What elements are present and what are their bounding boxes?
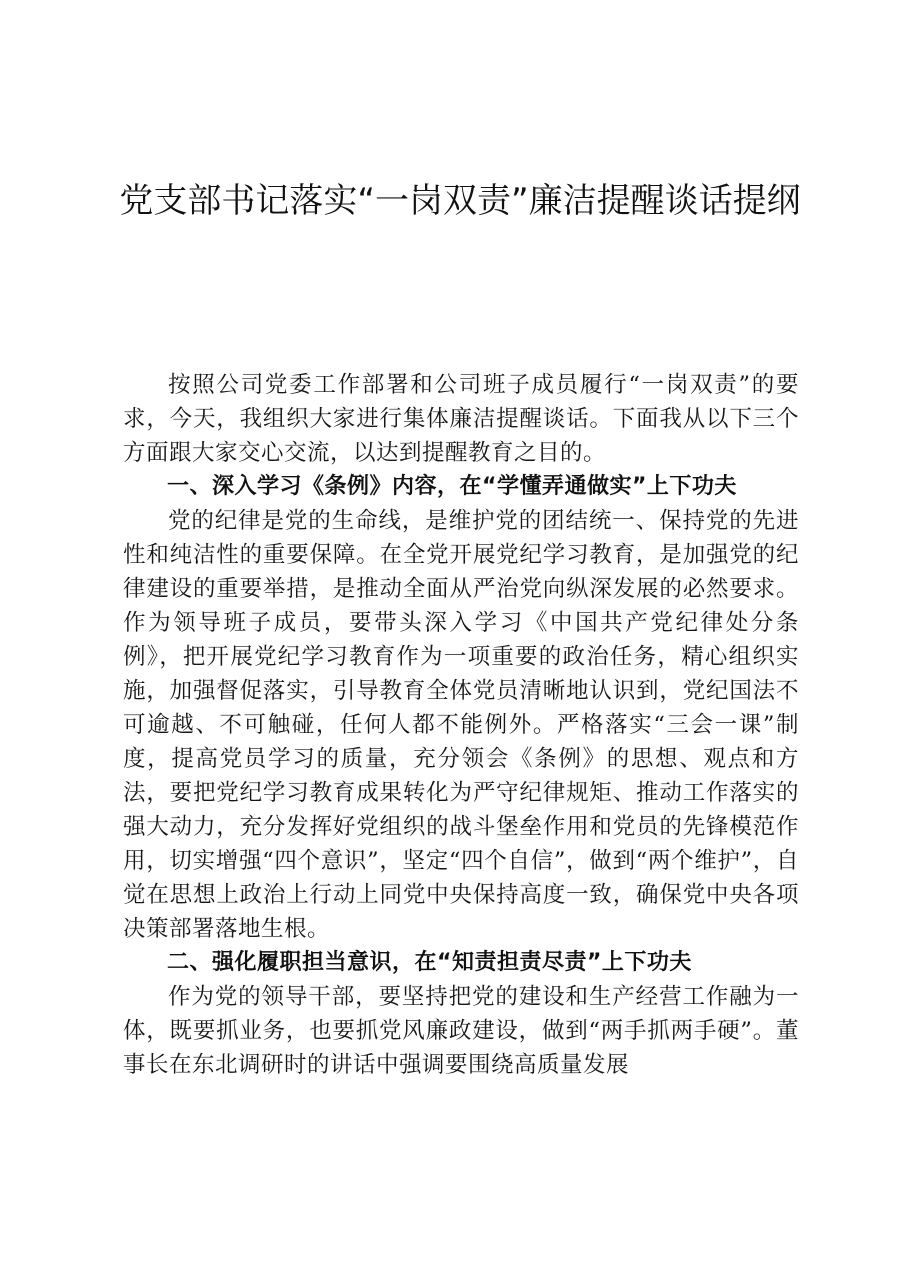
section-2-heading: 二、强化履职担当意识，在“知责担责尽责”上下功夫 xyxy=(167,950,692,975)
intro-paragraph: 按照公司党委工作部署和公司班子成员履行“一岗双责”的要求，今天，我组织大家进行集体廉洁提醒谈话。下面我从以下三个方面跟大家交心交流，以达到提醒教育之目的。 xyxy=(123,372,799,466)
section-1-paragraph: 党的纪律是党的生命线，是维护党的团结统一、保持党的先进性和纯洁性的重要保障。在全党开展党纪学习教育，是加强党的纪律建设的重要举措，是推动全面从严治党向纵深发展的必然要求。作为领导班子成员，要带头深入学习《中国共产党纪律处分条例》，把开展党纪学习教育作为一项重要的政治任务，精心组织实施，加强督促落实，引导教育全体党员清晰地认识到，党纪国法不可逾越、不可触碰，任何人都不能例外。严格落实“三会一课”制度，提高党员学习的质量，充分领会《条例》的思想、观点和方法，要把党纪学习教育成果转化为严守纪律规矩、推动工作落实的强大动力，充分发挥好党组织的战斗堡垒作用和党员的先锋模范作用，切实增强“四个意识”，坚定“四个自信”，做到“两个维护”，自觉在思想上政治上行动上同党中央保持高度一致，确保党中央各项决策部署落地生根。 xyxy=(123,508,799,942)
section-2-paragraph: 作为党的领导干部，要坚持把党的建设和生产经营工作融为一体，既要抓业务，也要抓党风廉政建设，做到“两手抓两手硬”。董事长在东北调研时的讲话中强调要围绕高质量发展 xyxy=(123,984,799,1078)
document-body xyxy=(123,368,799,1082)
section-1-heading: 一、深入学习《条例》内容，在“学懂弄通做实”上下功夫 xyxy=(167,474,737,499)
document-title: 党支部书记落实“一岗双责”廉洁提醒谈话提纲 xyxy=(119,181,801,221)
